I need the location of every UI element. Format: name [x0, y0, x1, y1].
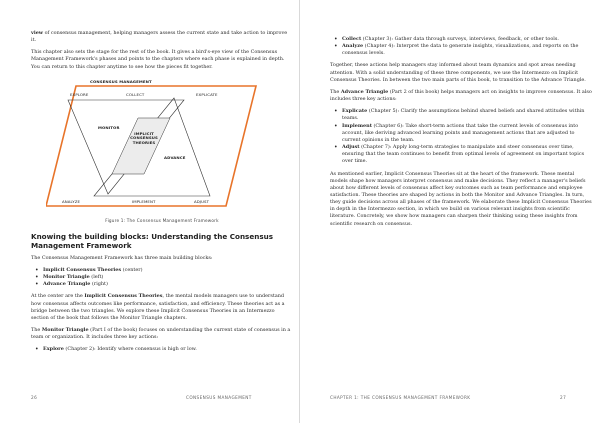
left-paragraph-2: This chapter also sets the stage for the rest of the book. It gives a bird's-eye view of the Consensus Management Framework's phases and points to the chapters where each phase is explained in depth. You can return to this chapter anytime to see how the pieces fit together. — [31, 49, 285, 70]
figure-caption: Figure 1: The Consensus Management Framework — [105, 217, 219, 223]
left-page — [31, 30, 293, 359]
label-advance: ADVANCE — [164, 154, 186, 160]
right-running-footer: CHAPTER 1: THE CONSENSUS MANAGEMENT FRAMEWORK — [330, 395, 471, 400]
label-explicate: EXPLICATE — [196, 91, 218, 97]
label-collect: COLLECT — [126, 91, 145, 97]
label-analyze: ANALYZE — [62, 198, 81, 204]
left-page-number: 26 — [31, 395, 38, 400]
left-paragraph-3: The Consensus Management Framework has three main building blocks: — [31, 254, 213, 261]
label-implicit-theories: IMPLICIT CONSENSUS THEORIES — [130, 130, 158, 145]
framework-figure — [46, 76, 266, 216]
building-blocks-list — [31, 267, 293, 288]
list-item: • Explicate (Chapter 5): Clarify the assumptions behind shared beliefs and shared attitudes within teams. — [342, 108, 592, 122]
right-paragraph-3: As mentioned earlier, Implicit Consensus Theories sit at the heart of the framework. These mental models shape how managers interpret consensus and make decisions. They reflect a manager's beliefs about how different levels of consensus affect key outcomes such as team performance and employee satisfaction. These theories are shaped by actions in both the Monitor and Advance Triangles. In turn, they guide decisions across all phases of the framework. We elaborate these Implicit Consensus Theories in depth in the Intermezzo section, in which we build on various relevant insights from scientific literature. Concretely, we show how managers can sharpen their thinking using these insights from scientific research on consensus. — [330, 170, 592, 227]
monitor-actions-list — [31, 346, 293, 353]
left-running-footer: CONSENSUS MANAGEMENT — [186, 395, 252, 400]
list-item: • Explore (Chapter 2): Identify where consensus is high or low. — [43, 346, 293, 353]
list-item: • Implicit Consensus Theories (center) — [43, 267, 293, 274]
list-item: • Implement (Chapter 6): Take short-term actions that take the current levels of consensus into account, like deriving advanced learning points and management actions that are adjusted to current opinions in the team. — [342, 123, 592, 144]
section-heading: Knowing the building blocks: Understanding the Consensus Management Framework — [31, 231, 273, 250]
figure-title: CONSENSUS MANAGEMENT — [90, 78, 152, 84]
list-item: • Advance Triangle (right) — [43, 281, 293, 288]
left-paragraph-5: The Monitor Triangle (Part I of the book) focuses on understanding the current state of consensus in a team or organization. It includes three key actions: — [31, 327, 291, 341]
label-implement: IMPLEMENT — [132, 198, 156, 204]
right-paragraph-1: Together, these actions help managers stay informed about team dynamics and spot areas needing attention. With a solid understanding of these three components, we use the Intermezzo on Implicit Consensus Theories. In between the two main parts of this book, to transition to the Advance Triangle. — [330, 62, 586, 83]
monitor-actions-continued — [330, 36, 592, 57]
list-item: • Collect (Chapter 3): Gather data through surveys, interviews, feedback, or other tools. — [342, 36, 592, 43]
label-adjust: ADJUST — [194, 198, 210, 204]
right-page — [330, 36, 592, 233]
label-explore: EXPLORE — [70, 91, 89, 97]
page-gutter — [299, 0, 300, 423]
list-item: • Analyze (Chapter 4): Interpret the data to generate insights, visualizations, and reports on the consensus levels. — [342, 43, 592, 57]
list-item: • Monitor Triangle (left) — [43, 274, 293, 281]
left-paragraph-4: At the center are the Implicit Consensus Theories, the mental models managers use to understand how consensus affects outcomes like performance, satisfaction, and efficiency. These theories act as a bridge between the two triangles. We explore these Implicit Consensus Theories in an Intermezzo section of the book that follows the Monitor Triangle chapters. — [31, 293, 285, 321]
left-paragraph-1: view of consensus management, helping managers assess the current state and take action to improve it. — [31, 30, 288, 44]
right-paragraph-2: The Advance Triangle (Part 2 of this book) helps managers act on insights to improve consensus. It also includes three key actions: — [330, 88, 592, 103]
right-page-number: 27 — [560, 395, 567, 400]
label-monitor: MONITOR — [98, 124, 120, 130]
list-item: • Adjust (Chapter 7): Apply long-term strategies to manipulate and steer consensus over time, ensuring that the team continues to benefit from optimal levels of agreement on important topics over time. — [342, 144, 592, 165]
advance-actions-list — [330, 108, 592, 165]
center-region — [112, 118, 170, 174]
